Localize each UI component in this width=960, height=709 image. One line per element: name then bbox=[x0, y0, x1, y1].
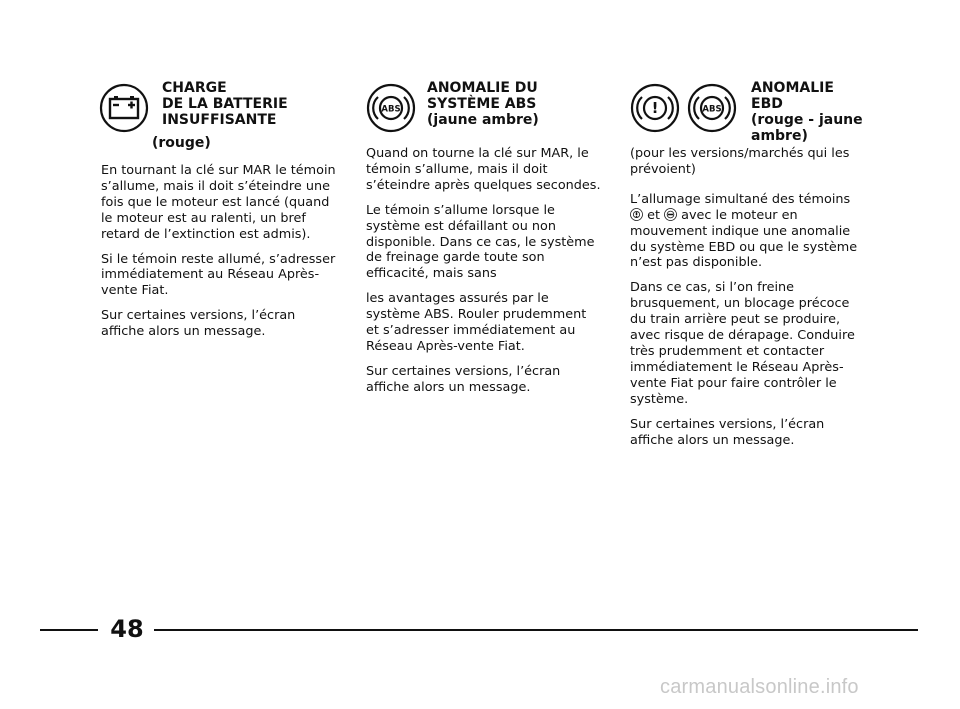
brake-icon-text: ! bbox=[651, 99, 659, 117]
section-ebd-body bbox=[630, 146, 866, 448]
brake-warning-icon bbox=[630, 208, 643, 221]
title-line: (jaune ambre) bbox=[427, 112, 539, 128]
paragraph: Quand on tourne la clé sur MAR, le témoin s’allume, mais il doit s’éteindre après quelques secondes. bbox=[366, 146, 601, 193]
page-number: 48 bbox=[110, 615, 144, 643]
watermark: carmanualsonline.info bbox=[660, 676, 859, 698]
paragraph: Si le témoin reste allumé, s’adresser immédiatement au Réseau Après-vente Fiat. bbox=[101, 251, 336, 299]
title-line: ambre) bbox=[751, 128, 808, 144]
title-line: SYSTÈME ABS bbox=[427, 96, 537, 112]
paragraph: Le témoin s’allume lorsque le système est défaillant ou non disponible. Dans ce cas, le système de freinage garde toute son efficacité, mais sans bbox=[366, 202, 595, 282]
section-battery-body bbox=[101, 163, 337, 340]
footer-rule-left bbox=[40, 629, 98, 631]
footer-rule-right bbox=[154, 629, 918, 631]
paragraph: Sur certaines versions, l’écran affiche alors un message. bbox=[101, 308, 296, 340]
paragraph-simultaneous-lights bbox=[630, 192, 866, 272]
paragraph-text: L’allumage simultané des témoins bbox=[630, 191, 851, 207]
abs-icon bbox=[366, 83, 416, 133]
abs-icon-text: ABS bbox=[702, 104, 722, 115]
section-abs-body bbox=[366, 146, 602, 396]
paragraph-text: et bbox=[647, 207, 660, 223]
section-battery-header bbox=[101, 80, 337, 160]
title-line: ANOMALIE DU bbox=[427, 80, 538, 96]
abs-icon bbox=[687, 83, 737, 133]
section-ebd-title bbox=[751, 80, 863, 144]
paragraph: (pour les versions/marchés qui les prévoient) bbox=[630, 146, 850, 177]
title-line: DE LA BATTERIE bbox=[162, 96, 288, 112]
battery-icon bbox=[99, 83, 149, 133]
section-battery-subtitle: (rouge) bbox=[152, 135, 211, 151]
paragraph: En tournant la clé sur MAR le témoin s’allume, mais il doit s’éteindre une fois que le moteur est lancé (quand le moteur est au ralenti, un bref retard de l’extinction est admis). bbox=[101, 163, 336, 242]
brake-warning-icon bbox=[630, 83, 680, 133]
paragraph-text: avec le moteur en mouvement indique une anomalie du système EBD ou que le système n’est pas disponible. bbox=[630, 207, 858, 271]
paragraph: les avantages assurés par le système ABS. Rouler prudemment et s’adresser immédiatement au Réseau Après-vente Fiat. bbox=[366, 291, 587, 354]
title-line: EBD bbox=[751, 96, 783, 112]
section-abs bbox=[366, 80, 602, 405]
title-line: INSUFFISANTE bbox=[162, 112, 277, 128]
section-battery bbox=[101, 80, 337, 349]
paragraph: Sur certaines versions, l’écran affiche alors un message. bbox=[366, 363, 561, 395]
title-line: (rouge - jaune bbox=[751, 112, 863, 128]
section-battery-title bbox=[162, 80, 288, 128]
section-abs-title bbox=[427, 80, 539, 128]
section-ebd bbox=[630, 80, 866, 457]
paragraph: Sur certaines versions, l’écran affiche alors un message. bbox=[630, 416, 825, 448]
title-line: CHARGE bbox=[162, 80, 227, 96]
abs-icon bbox=[664, 208, 677, 221]
section-ebd-header bbox=[630, 80, 866, 146]
paragraph: Dans ce cas, si l’on freine brusquement, un blocage précoce du train arrière peut se produire, avec risque de dérapage. Conduire très prudemment et contacter immédiatement le Réseau Après-vente Fiat pour faire contrôler le système. bbox=[630, 280, 855, 407]
abs-icon-text: ABS bbox=[381, 104, 401, 115]
section-abs-header bbox=[366, 80, 602, 146]
title-line: ANOMALIE bbox=[751, 80, 834, 96]
